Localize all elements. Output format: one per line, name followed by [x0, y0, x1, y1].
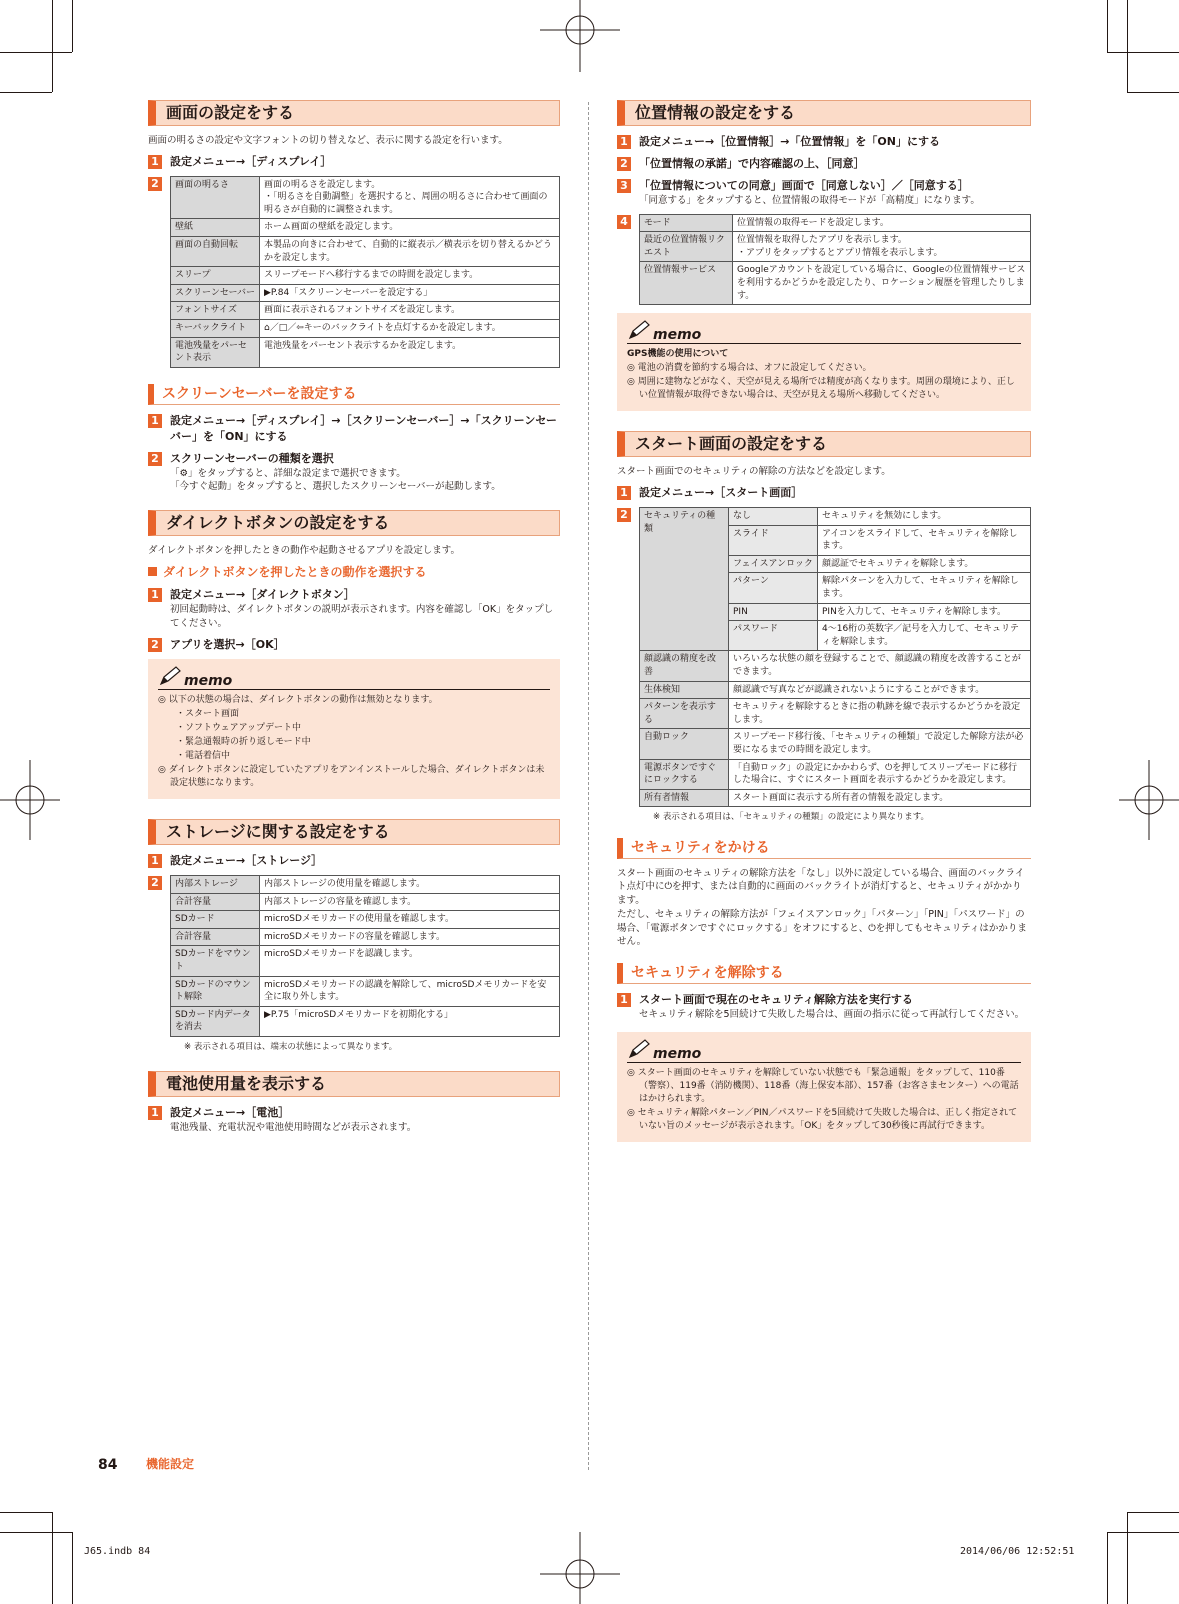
table-row [171, 976, 560, 1006]
crop-mark [1107, 52, 1179, 53]
step-number: 2 [148, 876, 162, 890]
table-key: 電源ボタンですぐにロックする [640, 759, 729, 789]
table-key: SDカード [171, 911, 260, 929]
step-number: 1 [148, 1106, 162, 1120]
location-step-1 [617, 134, 1031, 150]
table-row [640, 729, 1031, 759]
table-key: 壁紙 [171, 219, 260, 237]
crop-mark [72, 1532, 73, 1604]
section-heading-lock: セキュリティをかける [617, 838, 1031, 859]
right-column [617, 100, 1031, 1148]
step-number: 1 [617, 993, 631, 1007]
crop-mark [0, 52, 72, 53]
registration-mark-icon [540, 1532, 620, 1604]
section-heading-location: 位置情報の設定をする [617, 100, 1031, 126]
table-key: セキュリティの種類 [640, 508, 729, 651]
table-value: スタート画面に表示する所有者の情報を設定します。 [729, 789, 1031, 807]
memo-box [617, 1032, 1031, 1142]
step-number: 2 [148, 177, 162, 191]
memo-label: memo [653, 327, 702, 344]
table-key: スリープ [171, 267, 260, 285]
step-number: 1 [148, 854, 162, 868]
memo-subitem: ・電話着信中 [176, 750, 231, 761]
table-row [640, 681, 1031, 699]
table-key: パターンを表示する [640, 699, 729, 729]
crop-mark [1127, 92, 1179, 93]
table-subkey: なし [729, 508, 818, 526]
table-value: ▶P.75「microSDメモリカードを初期化する」 [260, 1006, 560, 1036]
table-value: 内部ストレージの使用量を確認します。 [260, 876, 560, 894]
step-desc: 「⚙」をタップすると、詳細な設定まで選択できます。 [170, 467, 406, 479]
table-value: Googleアカウントを設定している場合に、Googleの位置情報サービスを利用するかどうかを設定したり、ロケーション履歴を管理したりします。 [733, 262, 1031, 305]
table-value: 解除パターンを入力して、セキュリティを解除します。 [818, 573, 1031, 603]
left-column [148, 100, 560, 1141]
table-subkey: パスワード [729, 621, 818, 651]
table-row [640, 232, 1031, 262]
start-step-2 [617, 507, 1031, 824]
square-bullet-icon [148, 567, 157, 576]
location-settings-table [639, 214, 1031, 306]
table-row [640, 789, 1031, 807]
step-title: スクリーンセーバーの種類を選択 [170, 451, 334, 465]
section-heading-screensaver: スクリーンセーバーを設定する [148, 384, 560, 405]
location-step-2 [617, 156, 1031, 172]
table-row [171, 302, 560, 320]
table-row [171, 946, 560, 976]
direct-subheading [148, 564, 560, 581]
step-desc: 電池残量、充電状況や電池使用時間などが表示されます。 [170, 1122, 417, 1134]
table-value: セキュリティを解除するときに指の軌跡を線で表示するかどうかを設定します。 [729, 699, 1031, 729]
table-value: ⌂／□／⇦キーのバックライトを点灯するかを設定します。 [260, 320, 560, 338]
table-key: 最近の位置情報リクエスト [640, 232, 733, 262]
table-value: 電池残量をパーセント表示するかを設定します。 [260, 337, 560, 367]
table-subkey: PIN [729, 603, 818, 621]
memo-item: ◎ 周囲に建物などがなく、天空が見える場所では精度が高くなります。周囲の環境により、正しい位置情報が取得できない場合は、天空が見える場所へ移動してください。 [627, 377, 1015, 401]
table-key: スクリーンセーバー [171, 284, 260, 302]
crop-mark [0, 92, 52, 93]
storage-settings-table [170, 875, 560, 1037]
step-title: 「位置情報の承諾」で内容確認の上、［同意］ [639, 156, 865, 170]
step-desc: 「同意する」をタップすると、位置情報の取得モードが「高精度」になります。 [639, 194, 980, 206]
crop-mark [0, 1512, 52, 1513]
memo-label: memo [184, 672, 233, 689]
table-key: 自動ロック [640, 729, 729, 759]
memo-box [617, 313, 1031, 411]
crop-mark [1127, 1512, 1128, 1604]
table-value: microSDメモリカードの認識を解除して、microSDメモリカードを安全に取り外します。 [260, 976, 560, 1006]
crop-mark [1127, 0, 1128, 92]
memo-subitem: ・ソフトウェアアップデート中 [176, 722, 302, 733]
step-title: 設定メニュー→［ストレージ］ [170, 854, 323, 868]
memo-box [148, 659, 560, 799]
memo-item: ◎ 電池の消費を節約する場合は、オフに設定してください。 [627, 363, 872, 374]
step-number: 4 [617, 215, 631, 229]
registration-mark-icon [0, 760, 60, 840]
table-value: 本製品の向きに合わせて、自動的に縦表示／横表示を切り替えるかどうかを設定します。 [260, 237, 560, 267]
table-row [640, 508, 1031, 526]
step-number: 1 [148, 414, 162, 428]
table-value: microSDメモリカードの容量を確認します。 [260, 928, 560, 946]
table-value: 4～16桁の英数字／記号を入力して、セキュリティを解除します。 [818, 621, 1031, 651]
table-key: SDカード内データを消去 [171, 1006, 260, 1036]
start-intro: スタート画面でのセキュリティの解除の方法などを設定します。 [617, 466, 891, 478]
table-key: SDカードをマウント [171, 946, 260, 976]
step-title: 設定メニュー→［電池］ [170, 1106, 290, 1120]
location-step-3 [617, 178, 1031, 208]
section-heading-display: 画面の設定をする [148, 100, 560, 126]
section-heading-battery: 電池使用量を表示する [148, 1071, 560, 1097]
storage-step-1 [148, 853, 560, 869]
display-settings-table [170, 176, 560, 368]
memo-item: ◎ スタート画面のセキュリティを解除していない状態でも「緊急通報」をタップして、110番（警察）、119番（消防機関）、118番（海上保安本部）、157番（お客さまセンター）への電話はかけられます。 [627, 1067, 1019, 1105]
crop-mark [1107, 0, 1108, 52]
slug-right: 2014/06/06 12:52:51 [960, 1546, 1075, 1557]
table-value: 位置情報を取得したアプリを表示します。 ・アプリをタップするとアプリ情報を表示します。 [733, 232, 1031, 262]
table-row [171, 320, 560, 338]
table-key: 内部ストレージ [171, 876, 260, 894]
step-desc: 初回起動時は、ダイレクトボタンの説明が表示されます。内容を確認し「OK」をタップしてください。 [170, 604, 554, 630]
table-value: アイコンをスライドして、セキュリティを解除します。 [818, 525, 1031, 555]
step-desc: 「今すぐ起動」をタップすると、選択したスクリーンセーバーが起動します。 [170, 481, 501, 493]
direct-step-2 [148, 637, 560, 653]
crop-mark [1107, 1532, 1179, 1533]
crop-mark [1127, 1512, 1179, 1513]
memo-title: GPS機能の使用について [627, 349, 729, 360]
memo-item: ◎ 以下の状態の場合は、ダイレクトボタンの動作は無効となります。 [158, 694, 438, 705]
step-title: 「位置情報についての同意」画面で［同意しない］／［同意する］ [639, 178, 969, 192]
section-heading-start-screen: スタート画面の設定をする [617, 431, 1031, 457]
memo-header [627, 1038, 1021, 1063]
table-row [171, 267, 560, 285]
table-value: スリープモード移行後、「セキュリティの種類」で設定した解除方法が必要になるまでの時間を設定します。 [729, 729, 1031, 759]
section-heading-unlock: セキュリティを解除する [617, 963, 1031, 984]
step-title: 設定メニュー→［ダイレクトボタン］ [170, 588, 355, 602]
table-key: 顔認識の精度を改善 [640, 651, 729, 681]
step-title: アプリを選択→［OK］ [170, 637, 285, 651]
section-heading-storage: ストレージに関する設定をする [148, 819, 560, 845]
step-number: 2 [148, 638, 162, 652]
table-key: 合計容量 [171, 893, 260, 911]
table-value: 位置情報の取得モードを設定します。 [733, 214, 1031, 232]
table-value: スリープモードへ移行するまでの時間を設定します。 [260, 267, 560, 285]
location-step-4 [617, 214, 1031, 306]
crop-mark [72, 0, 73, 52]
table-row [640, 759, 1031, 789]
chapter-label: 機能設定 [146, 1457, 195, 1471]
table-key: モード [640, 214, 733, 232]
table-value: PINを入力して、セキュリティを解除します。 [818, 603, 1031, 621]
table-row [171, 893, 560, 911]
step-number: 1 [617, 486, 631, 500]
memo-subitem: ・緊急通報時の折り返しモード中 [176, 736, 311, 747]
step-desc: セキュリティ解除を5回続けて失敗した場合は、画面の指示に従って再試行してください。 [639, 1009, 1025, 1021]
screensaver-step-2 [148, 451, 560, 494]
table-value: 画面に表示されるフォントサイズを設定します。 [260, 302, 560, 320]
storage-step-2 [148, 875, 560, 1053]
table-key: キーバックライト [171, 320, 260, 338]
table-value: いろいろな状態の顔を登録することで、顔認識の精度を改善することができます。 [729, 651, 1031, 681]
table-key: 生体検知 [640, 681, 729, 699]
table-value: ▶P.84「スクリーンセーバーを設定する」 [260, 284, 560, 302]
memo-label: memo [653, 1045, 702, 1062]
table-row [171, 928, 560, 946]
table-row [171, 284, 560, 302]
table-value: ホーム画面の壁紙を設定します。 [260, 219, 560, 237]
step-number: 1 [148, 588, 162, 602]
table-key: 位置情報サービス [640, 262, 733, 305]
crop-mark [0, 1532, 72, 1533]
table-key: SDカードのマウント解除 [171, 976, 260, 1006]
step-title: 設定メニュー→［スタート画面］ [639, 486, 803, 500]
table-row [640, 214, 1031, 232]
table-row [171, 876, 560, 894]
start-settings-table [639, 507, 1031, 807]
memo-item: ◎ セキュリティ解除パターン／PIN／パスワードを5回続けて失敗した場合は、正しく指定されていない旨のメッセージが表示されます。「OK」をタップして30秒後に再試行できます。 [627, 1108, 1018, 1132]
memo-item: ◎ ダイレクトボタンに設定していたアプリをアンインストールした場合、ダイレクトボタンは未設定状態になります。 [158, 764, 545, 789]
direct-intro: ダイレクトボタンを押したときの動作や起動させるアプリを設定します。 [148, 545, 460, 557]
column-divider [588, 102, 589, 1470]
slug-left: J65.indb 84 [84, 1546, 151, 1557]
unlock-step-1 [617, 992, 1031, 1022]
display-step-1 [148, 154, 560, 170]
table-row [640, 699, 1031, 729]
table-row [171, 337, 560, 367]
table-key: 所有者情報 [640, 789, 729, 807]
memo-header [158, 665, 550, 690]
table-value: 内部ストレージの容量を確認します。 [260, 893, 560, 911]
step-title: 設定メニュー→［ディスプレイ］→［スクリーンセーバー］→「スクリーンセーバー」を「ON」にする [170, 413, 557, 443]
table-key: 画面の自動回転 [171, 237, 260, 267]
crop-mark [52, 1512, 53, 1604]
table-row [171, 1006, 560, 1036]
screensaver-step-1 [148, 413, 560, 445]
crop-mark [52, 0, 53, 92]
table-row [171, 237, 560, 267]
step-number: 3 [617, 179, 631, 193]
step-number: 1 [148, 155, 162, 169]
pencil-icon [158, 665, 182, 687]
memo-subitem: ・スタート画面 [176, 708, 240, 719]
table-key: 電池残量をパーセント表示 [171, 337, 260, 367]
table-key: フォントサイズ [171, 302, 260, 320]
table-value: 顔認識で写真などが認識されないようにすることができます。 [729, 681, 1031, 699]
table-value: 「自動ロック」の設定にかかわらず、⏻を押してスリープモードに移行した場合に、すぐにスタート画面を表示するかどうかを設定します。 [729, 759, 1031, 789]
pencil-icon [627, 319, 651, 341]
pencil-icon [627, 1038, 651, 1060]
start-step-1 [617, 485, 1031, 501]
page-number: 84 [98, 1457, 118, 1473]
battery-step-1 [148, 1105, 560, 1135]
table-subkey: フェイスアンロック [729, 555, 818, 573]
table-value: 画面の明るさを設定します。 ・「明るさを自動調整」を選択すると、周囲の明るさに合わせて画面の明るさが自動的に調整されます。 [260, 176, 560, 219]
lock-body-1: スタート画面のセキュリティの解除方法を「なし」以外に設定している場合、画面のバックライト点灯中に⏻を押す、または自動的に画面のバックライトが消灯すると、セキュリティがかかります。 [617, 867, 1025, 907]
step-title: スタート画面で現在のセキュリティ解除方法を実行する [639, 993, 913, 1007]
table-row [640, 262, 1031, 305]
table-value: セキュリティを無効にします。 [818, 508, 1031, 526]
direct-step-1 [148, 587, 560, 630]
table-row [171, 911, 560, 929]
step-title: 設定メニュー→［位置情報］→「位置情報」を「ON」にする [639, 135, 940, 148]
section-heading-direct-button: ダイレクトボタンの設定をする [148, 510, 560, 536]
display-intro: 画面の明るさの設定や文字フォントの切り替えなど、表示に関する設定を行います。 [148, 135, 508, 146]
memo-header [627, 319, 1021, 344]
step-number: 2 [617, 508, 631, 522]
table-key: 画面の明るさ [171, 176, 260, 219]
table-row [171, 176, 560, 219]
table-row [171, 219, 560, 237]
table-value: microSDメモリカードの使用量を確認します。 [260, 911, 560, 929]
registration-mark-icon [540, 0, 620, 72]
step-number: 2 [148, 452, 162, 466]
lock-body-2: ただし、セキュリティの解除方法が「フェイスアンロック」「パターン」「PIN」「パスワード」の場合、「電源ボタンですぐにロックする」をオフにすると、⏻を押してもセキュリティはかかりません。 [617, 908, 1027, 948]
step-number: 2 [617, 157, 631, 171]
table-row [640, 651, 1031, 681]
table-subkey: パターン [729, 573, 818, 603]
start-note: ※ 表示される項目は、「セキュリティの種類」の設定により異なります。 [653, 812, 930, 823]
step-number: 1 [617, 135, 631, 149]
storage-note: ※ 表示される項目は、端末の状態によって異なります。 [184, 1041, 398, 1052]
table-value: 顔認証でセキュリティを解除します。 [818, 555, 1031, 573]
table-subkey: スライド [729, 525, 818, 555]
subheading-text: ダイレクトボタンを押したときの動作を選択する [163, 564, 427, 579]
table-key: 合計容量 [171, 928, 260, 946]
registration-mark-icon [1119, 760, 1179, 840]
display-step-2 [148, 176, 560, 368]
crop-mark [1107, 1532, 1108, 1604]
step-title: 設定メニュー→［ディスプレイ］ [170, 154, 332, 168]
table-value: microSDメモリカードを認識します。 [260, 946, 560, 976]
